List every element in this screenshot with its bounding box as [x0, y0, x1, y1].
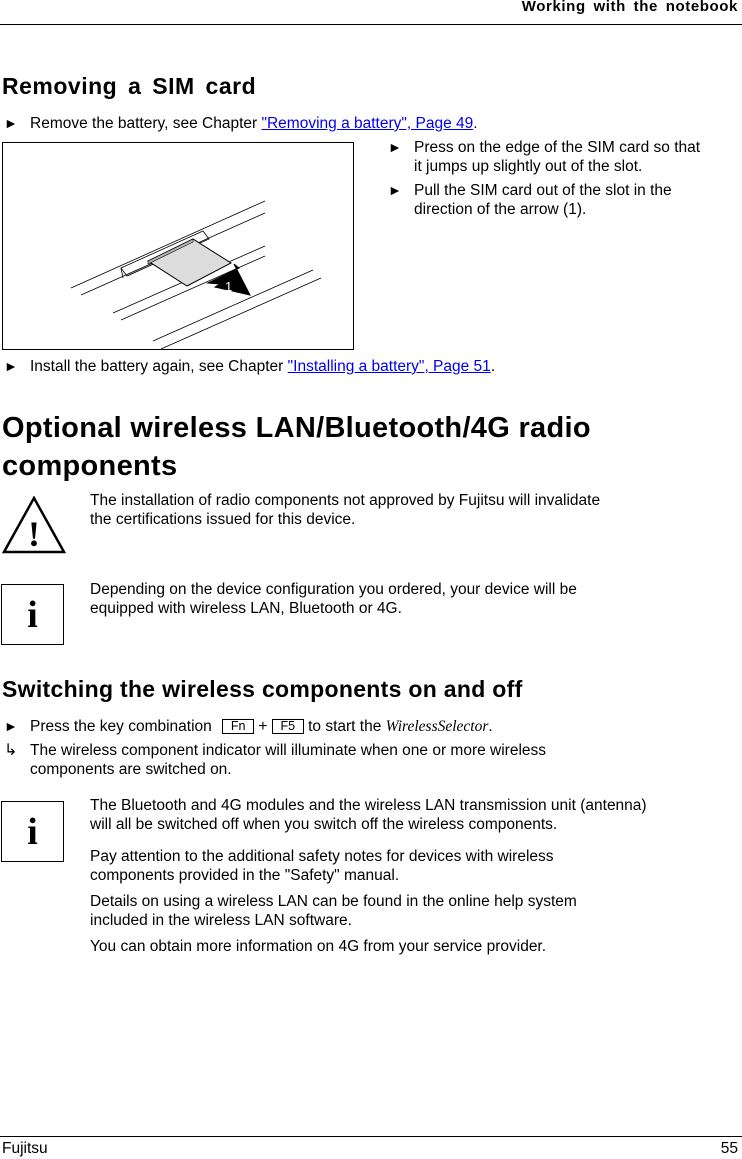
- sim-card-illustration: [3, 143, 353, 349]
- step-remove-battery: ► Remove the battery, see Chapter "Removing a battery", Page 49.: [4, 115, 478, 132]
- result-indicator: ↳ The wireless component indicator will illuminate when one or more wireless components are switched on.: [4, 742, 547, 778]
- footer-rule: [0, 1136, 742, 1137]
- section-title-switching: Switching the wireless components on and off: [2, 676, 523, 702]
- section-title-removing-sim: Removing a SIM card: [2, 73, 257, 99]
- step-install-battery: ► Install the battery again, see Chapter "Installing a battery", Page 51.: [4, 358, 496, 375]
- bullet-arrow-icon: ►: [4, 718, 18, 734]
- header-rule: [0, 24, 742, 25]
- app-name-wirelessselector: WirelessSelector: [385, 718, 489, 735]
- note-online-help: Details on using a wireless LAN can be found in the online help system included in the wireless LAN software.: [90, 893, 577, 929]
- page-header-title: Working with the notebook: [521, 0, 738, 15]
- svg-text:!: !: [28, 514, 40, 554]
- link-removing-battery[interactable]: "Removing a battery", Page 49: [261, 115, 474, 132]
- figure-callout-label: 1: [225, 279, 233, 294]
- bullet-arrow-icon: ►: [388, 182, 402, 198]
- bullet-arrow-icon: ►: [388, 139, 402, 155]
- note-safety-manual: Pay attention to the additional safety notes for devices with wireless components provided in the "Safety" manual.: [90, 848, 554, 884]
- section-title-wireless: Optional wireless LAN/Bluetooth/4G radio components: [2, 412, 591, 482]
- key-f5: F5: [272, 719, 304, 734]
- link-installing-battery[interactable]: "Installing a battery", Page 51: [287, 358, 491, 375]
- warning-icon: [2, 496, 66, 554]
- key-fn: Fn: [222, 719, 254, 734]
- step-pull-sim: ► Pull the SIM card out of the slot in the direction of the arrow (1).: [388, 182, 672, 218]
- bullet-arrow-icon: ►: [4, 358, 18, 374]
- result-arrow-icon: ↳: [4, 742, 18, 759]
- note-bluetooth-modules: The Bluetooth and 4G modules and the wireless LAN transmission unit (antenna) will all be switched off when you switch off the wireless components.: [90, 797, 647, 833]
- info-icon: i: [1, 584, 64, 645]
- step-press-key-combination: ► Press the key combination Fn + F5 to start the WirelessSelector.: [4, 718, 493, 735]
- footer-brand: Fujitsu: [2, 1140, 48, 1157]
- page-number: 55: [720, 1140, 738, 1157]
- info-icon: i: [1, 801, 64, 862]
- note-service-provider: You can obtain more information on 4G from your service provider.: [90, 938, 547, 955]
- info-note-configuration: Depending on the device configuration you ordered, your device will be equipped with wireless LAN, Bluetooth or 4G.: [90, 581, 577, 617]
- warning-text: The installation of radio components not approved by Fujitsu will invalidate the certifications issued for this device.: [90, 492, 601, 528]
- sim-card-figure: [2, 142, 354, 350]
- bullet-arrow-icon: ►: [4, 115, 18, 131]
- step-press-sim-edge: ► Press on the edge of the SIM card so that it jumps up slightly out of the slot.: [388, 139, 701, 175]
